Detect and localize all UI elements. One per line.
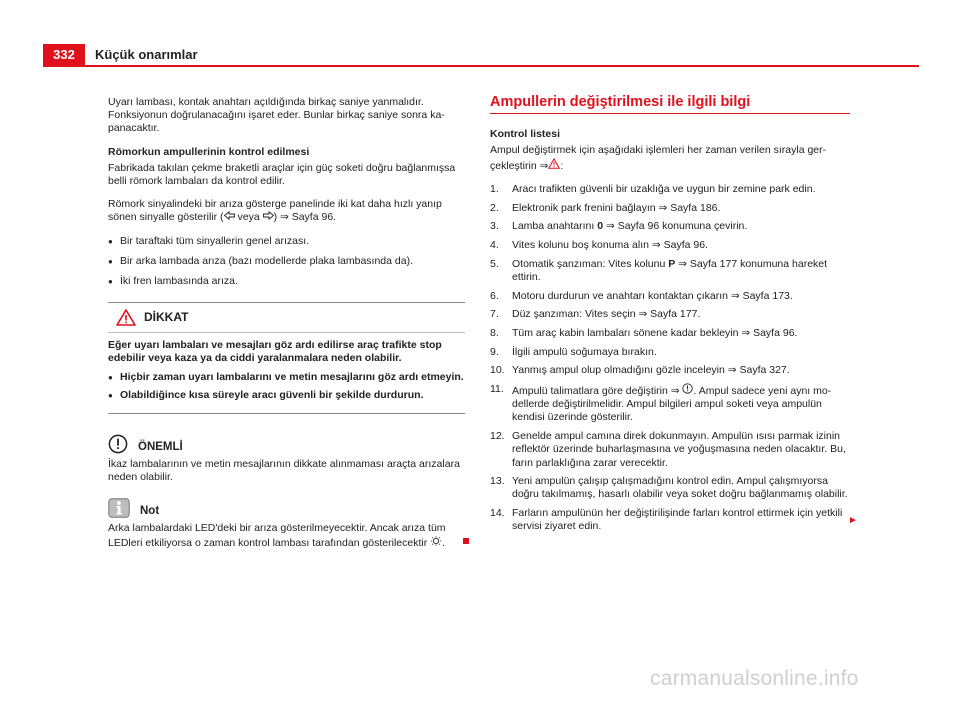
list-item bbox=[490, 507, 850, 533]
trailer-paragraph: Fabrikada takılan çekme braketli araçlar için güç soketi doğru bağlanmışsa belli römork lambaları da kontrol edilir. bbox=[108, 161, 456, 188]
step-text: Düz şanzıman: Vites seçin ⇒ Sayfa 177. bbox=[512, 308, 701, 321]
list-item bbox=[490, 364, 850, 377]
note-header bbox=[108, 498, 465, 518]
warning-text: Eğer uyarı lambaları ve mesajları göz ardı edilirse araç trafikte stop edebilir veya kaza ya da ciddi yaralanmalara neden olabilir. bbox=[108, 339, 442, 365]
checklist-intro-end: : bbox=[560, 159, 564, 172]
list-item bbox=[490, 327, 850, 340]
step-text bbox=[512, 220, 850, 233]
important-text: İkaz lambalarının ve metin mesajlarının dikkate alınmaması araçta arızalara neden olabilir. bbox=[108, 458, 460, 484]
step-number: 1. bbox=[490, 182, 499, 195]
step-text: Elektronik park frenini bağlayın ⇒ Sayfa 186. bbox=[512, 201, 721, 214]
section-title: Ampullerin değiştirilmesi ile ilgili bilgi bbox=[490, 96, 850, 114]
important-header bbox=[108, 434, 465, 454]
list-item bbox=[490, 290, 850, 303]
lamp-icon bbox=[430, 537, 442, 549]
list-item bbox=[490, 308, 850, 321]
list-item: ● Bir taraftaki tüm sinyallerin genel arızası. bbox=[108, 235, 465, 248]
step-number: 3. bbox=[490, 220, 499, 233]
important-title: ÖNEMLİ bbox=[138, 440, 183, 453]
step-text: Tüm araç kabin lambaları sönene kadar bekleyin ⇒ Sayfa 96. bbox=[512, 326, 798, 339]
step-number: 4. bbox=[490, 238, 499, 251]
list-item bbox=[490, 383, 850, 425]
step-number: 7. bbox=[490, 308, 499, 321]
step-text: Yeni ampulün çalışıp çalışmadığını kontrol edin. Ampul çalışmıyorsa doğru takılmamış, hasarlı olabilir veya soket doğru bağlanmamış olabilir. bbox=[512, 475, 848, 501]
turn-left-icon bbox=[224, 211, 235, 223]
chapter-title: Küçük onarımlar bbox=[95, 47, 198, 62]
warning-bullet: ● Olabildiğince kısa süreyle aracı güvenli bir şekilde durdurun. bbox=[108, 389, 465, 402]
step-text bbox=[512, 258, 850, 284]
signal-text-b: veya bbox=[234, 211, 263, 224]
fault-list bbox=[108, 235, 465, 289]
intro-paragraph: Uyarı lambası, kontak anahtarı açıldığında birkaç saniye yanmalıdır. Fonksiyonun doğrulanacağını işaret eder. Bunlar birkaç saniye sonra kapanacaktır. bbox=[108, 96, 445, 135]
step-text bbox=[512, 383, 850, 425]
list-item: ● Bir arka lambada arıza (bazı modellerde plaka lambasında da). bbox=[108, 255, 465, 268]
step-text: İlgili ampulü soğumaya bırakın. bbox=[512, 345, 657, 358]
signal-text-c: ) ⇒ Sayfa 96. bbox=[273, 211, 337, 224]
watermark: carmanualsonline.info bbox=[650, 667, 859, 690]
step-text-pre: Otomatik şanzıman: Vites kolunu bbox=[512, 257, 669, 270]
step-number: 14. bbox=[490, 507, 505, 520]
step-text: Aracı trafikten güvenli bir uzaklığa ve uygun bir zemine park edin. bbox=[512, 182, 816, 195]
step-text-pre: Ampulü talimatlara göre değiştirin ⇒ bbox=[512, 385, 683, 398]
step-number: 11. bbox=[490, 383, 504, 396]
list-item: ● İki fren lambasında arıza. bbox=[108, 275, 465, 288]
step-text-post: ⇒ Sayfa 96 konumuna çevirin. bbox=[603, 220, 748, 233]
checklist-intro bbox=[490, 144, 850, 172]
step-text: Farların ampulünün her değiştirilişinde farları kontrol ettirmek için yetkili servisi ziyaret edin. bbox=[512, 507, 843, 533]
warning-header bbox=[108, 303, 465, 333]
info-note-icon bbox=[108, 498, 130, 518]
list-item bbox=[490, 258, 850, 284]
page-number: 332 bbox=[43, 44, 85, 66]
turn-right-icon bbox=[263, 211, 274, 223]
step-number: 12. bbox=[490, 430, 505, 443]
step-number: 13. bbox=[490, 475, 505, 488]
trailer-heading: Römorkun ampullerinin kontrol edilmesi bbox=[108, 145, 310, 158]
step-text-post: ⇒ Sayfa 177 konumuna hareket ettirin. bbox=[512, 257, 828, 283]
list-item bbox=[490, 346, 850, 359]
warning-box bbox=[108, 302, 465, 414]
list-item bbox=[490, 475, 850, 501]
warning-bullet: ● Hiçbir zaman uyarı lambalarını ve metin mesajlarını göz ardı etmeyin. bbox=[108, 371, 465, 384]
step-text-bold: 0 bbox=[597, 220, 604, 233]
note-text-end: . bbox=[442, 536, 446, 549]
section-end-marker bbox=[463, 538, 469, 544]
note-text: Arka lambalardaki LED'deki bir arıza gösterilmeyecektir. Ancak arıza tüm LEDleri etkiliyorsa o zaman kontrol lambası tarafından gösterilecektir bbox=[108, 522, 446, 549]
step-text: Motoru durdurun ve anahtarı kontaktan çıkarın ⇒ Sayfa 173. bbox=[512, 289, 793, 302]
list-item bbox=[490, 183, 850, 196]
signal-paragraph bbox=[108, 198, 465, 224]
step-text: Genelde ampul camına direk dokunmayın. Ampulün ısısı parmak izinin reflektör üzerinde buharlaşmasına ve yoğuşmasına neden olacaktır. Bu, farın parlaklığına zarar verecektir. bbox=[512, 430, 846, 469]
signal-text-a: Römork sinyalindeki bir arıza gösterge panelinde iki kat daha hızlı yanıp sönen sinyalle gösterilir ( bbox=[108, 198, 442, 224]
checklist bbox=[490, 183, 850, 534]
step-number: 8. bbox=[490, 326, 499, 339]
step-number: 2. bbox=[490, 201, 499, 214]
step-number: 10. bbox=[490, 364, 505, 377]
left-column bbox=[108, 96, 465, 564]
checklist-intro-text: Ampul değiştirmek için aşağıdaki işlemleri her zaman verilen sırayla gerçekleştirin ⇒ bbox=[490, 144, 827, 172]
list-item bbox=[490, 239, 850, 252]
step-number: 5. bbox=[490, 257, 499, 270]
exclamation-circle-icon bbox=[108, 434, 128, 454]
step-text: Yanmış ampul olup olmadığını gözle inceleyin ⇒ Sayfa 327. bbox=[512, 364, 790, 377]
header-rule bbox=[43, 65, 919, 67]
list-item bbox=[490, 202, 850, 215]
exclamation-circle-icon[interactable] bbox=[682, 385, 693, 397]
step-text-post: . Ampul sadece yeni aynı modellerde değiştirilmelidir. Ampul bilgileri ampul soketi veya ampulün kendisi üzerinde gösterilir. bbox=[512, 385, 832, 424]
checklist-heading: Kontrol listesi bbox=[490, 128, 561, 141]
warning-triangle-icon[interactable] bbox=[548, 160, 560, 172]
warning-body bbox=[108, 333, 465, 413]
step-text-bold: P bbox=[668, 257, 676, 270]
note-title: Not bbox=[140, 505, 160, 518]
step-number: 9. bbox=[490, 345, 499, 358]
warning-triangle-icon bbox=[116, 309, 136, 326]
list-item bbox=[490, 220, 850, 233]
important-block bbox=[108, 434, 465, 484]
continue-arrow-icon: ► bbox=[848, 515, 858, 526]
warning-title: DİKKAT bbox=[144, 310, 189, 325]
step-number: 6. bbox=[490, 289, 499, 302]
note-paragraph bbox=[108, 522, 465, 549]
step-text-pre: Lamba anahtarını bbox=[512, 220, 598, 233]
right-column bbox=[490, 96, 850, 539]
list-item bbox=[490, 430, 850, 470]
step-text: Vites kolunu boş konuma alın ⇒ Sayfa 96. bbox=[512, 238, 708, 251]
note-block bbox=[108, 498, 465, 549]
